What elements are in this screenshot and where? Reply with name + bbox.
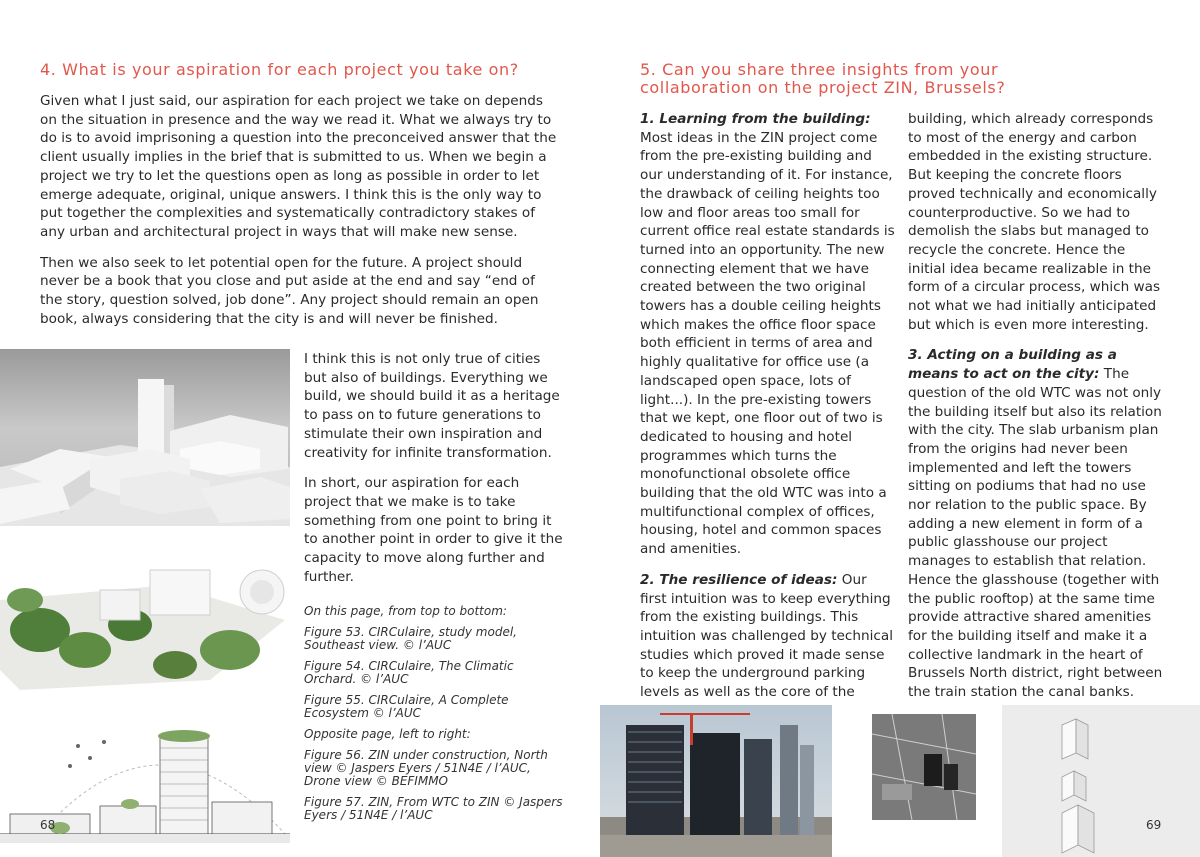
figure-study-model (0, 349, 290, 526)
side-paragraph-2: In short, our aspiration for each project that we make is to take something from one point to bring it to another point in order to give it the capacity to move along further and further. (304, 475, 563, 585)
right-column-1 (640, 110, 896, 714)
caption-figure-53: Figure 53. CIRCulaire, study model, Southeast view. © l’AUC (304, 625, 517, 652)
insight-2-title: 2. The resilience of ideas: (640, 571, 838, 588)
page-number-right: 69 (1146, 818, 1162, 832)
page-number-left: 68 (40, 818, 56, 832)
insight-3-title: 3. Acting on a building as a means to act on the city: (908, 347, 1117, 383)
insight-1-title: 1. Learning from the building: (640, 111, 871, 127)
figure-captions (304, 605, 566, 830)
left-body (40, 92, 560, 340)
figure-climatic-orchard (0, 530, 290, 690)
insight-2-continued: building, which already corresponds to most of the energy and carbon embedded in the existing structure. But keeping the concrete floors proved technically and economically counterproductive. So we had to demolish the slabs but managed to recycle the concrete. Hence the initial idea became realizable in the form of a circular process, which was not what we had initially anticipated but which is even more interesting. (908, 111, 1161, 333)
insight-1-text: Most ideas in the ZIN project come from the pre-existing building and our understanding of it. For instance, the drawback of ceiling heights too low and floor areas too small for current office real estate standards is turned into an opportunity. The new connecting element that we have created between the two original towers has a double ceiling heights which makes the office floor space both efficient in terms of area and highly qualitative for office use (a landscaped open space, lots of light...). In the pre-existing towers that we kept, one floor out of two is dedicated to housing and hotel programmes which turns the monofunctional obsolete office building that the old WTC was into a multifunctional complex of offices, housing, hotel and common spaces and amenities. (640, 129, 895, 558)
insight-3 (908, 346, 1166, 701)
figure-wtc-to-zin-diagram (1002, 705, 1200, 857)
right-column-2 (908, 110, 1166, 714)
right-heading (640, 61, 1160, 97)
figure-zin-construction (600, 705, 832, 857)
insight-3-text: The question of the old WTC was not only the building itself but also its relation with the city. The slab urbanism plan from the origins had never been implemented and left the towers sitting on podiums that had no use nor relation to the public space. By adding a new element in form of a public glasshouse our project manages to establish that relation. Hence the glasshouse (together with the public rooftop) at the same time provide attractive shared amenities for the building itself and make it a collective landmark in the heart of Brussels North district, right between the train station the canal banks. (908, 366, 1163, 701)
caption-figure-55: Figure 55. CIRCulaire, A Complete Ecosystem © l’AUC (304, 693, 509, 720)
caption-intro-opposite: Opposite page, left to right: (304, 727, 471, 741)
insight-1 (640, 110, 896, 559)
left-side-text (304, 350, 564, 598)
caption-figure-54: Figure 54. CIRCulaire, The Climatic Orchard. © l’AUC (304, 659, 514, 686)
side-paragraph-1: I think this is not only true of cities but also of buildings. Everything we build, we should build it as a heritage to pass on to future generations to stimulate their own inspiration and creativity for infinite transformation. (304, 351, 560, 461)
caption-figure-56: Figure 56. ZIN under construction, North view © Jaspers Eyers / 51N4E / l’AUC, Drone view © BEFIMMO (304, 748, 548, 788)
left-heading: 4. What is your aspiration for each project you take on? (40, 60, 519, 79)
insight-2-text: Our first intuition was to keep everything from the existing buildings. This intuition was challenged by technical studies which proved it made sense to keep the underground parking levels as well as the core of the (640, 571, 893, 701)
left-paragraph-1: Given what I just said, our aspiration for each project we take on depends on the situation in presence and the way we read it. What we always try to do is to avoid imprisoning a question into the preconceived answer that the client usually implies in the brief that is submitted to us. When we begin a project we try to let the questions open as long as possible in order to let emerge adequate, original, unique answers. I think this is the only way to put together the complexities and systematically contradictory stakes of any urban and architectural project in ways that will make new sense. (40, 93, 557, 240)
caption-figure-57: Figure 57. ZIN, From WTC to ZIN © Jaspers Eyers / 51N4E / l’AUC (304, 795, 563, 822)
figure-wtc-aerial (872, 714, 976, 820)
caption-intro-this-page: On this page, from top to bottom: (304, 604, 507, 618)
right-heading-line-2: collaboration on the project ZIN, Brussels? (640, 78, 1006, 97)
right-heading-line-1: 5. Can you share three insights from your (640, 60, 999, 79)
insight-2 (640, 571, 896, 702)
left-paragraph-2: Then we also seek to let potential open for the future. A project should never be a book that you close and put aside at the end and say “end of the story, question solved, job done”. Any project should remain an open book, always considering that the city is and will never be finished. (40, 254, 539, 327)
